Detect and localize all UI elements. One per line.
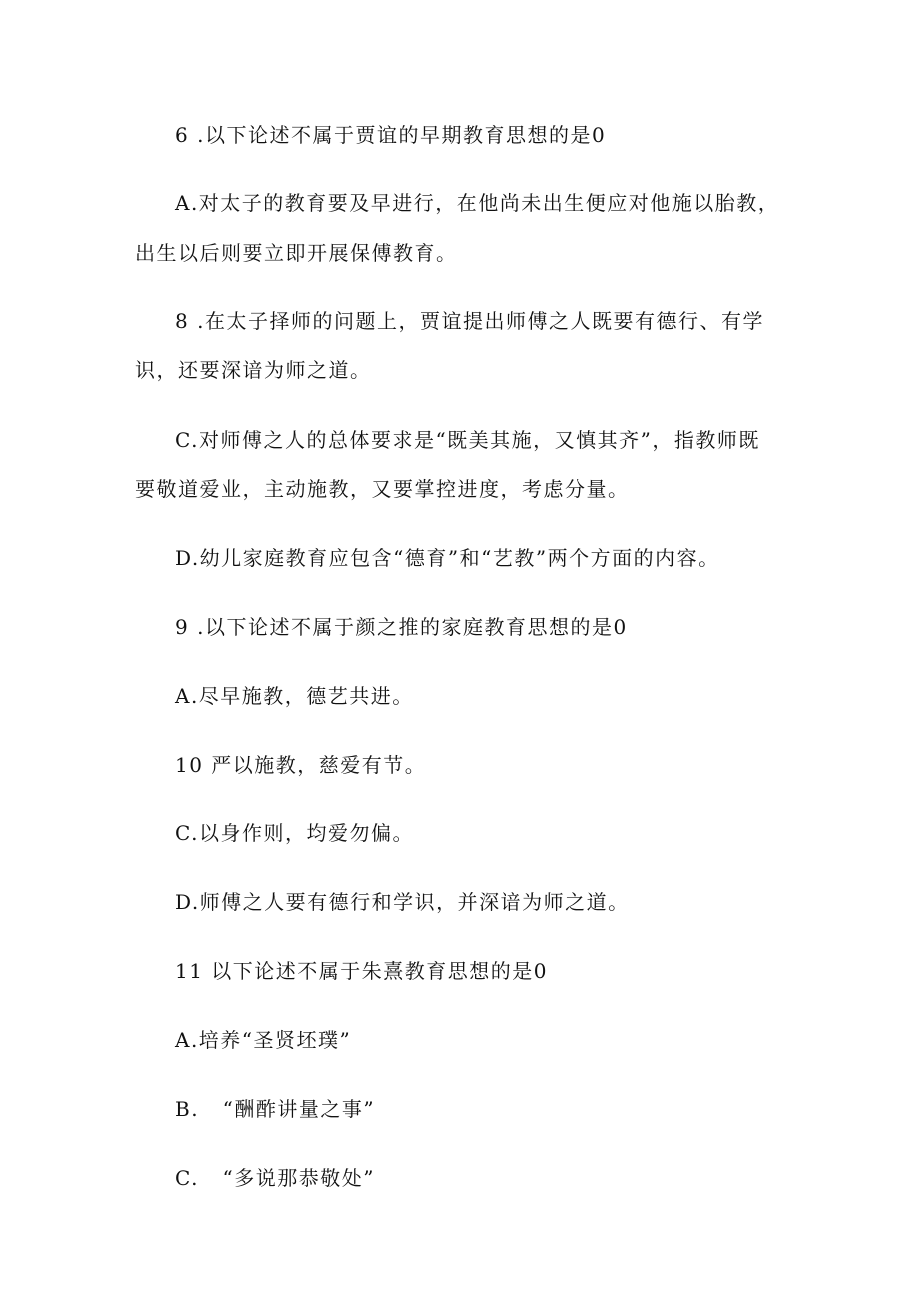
option-d: D.幼儿家庭教育应包含“德育”和“艺教”两个方面的内容。 xyxy=(175,546,720,570)
question-11: 11 以下论述不属于朱熹教育思想的是0 xyxy=(175,959,549,983)
option-c-line-2: 要敬道爱业，主动施教，又要掌控进度，考虑分量。 xyxy=(135,477,630,501)
option-b-line-2: 识，还要深谙为师之道。 xyxy=(135,358,372,382)
q9-option-d: D.师傅之人要有德行和学识，并深谙为师之道。 xyxy=(175,890,630,914)
option-b-line-1: 8 .在太子择师的问题上，贾谊提出师傅之人既要有德行、有学 xyxy=(175,309,764,333)
q9-option-c: C.以身作则，均爱勿偏。 xyxy=(175,821,414,845)
q9-option-a: A.尽早施教，德艺共进。 xyxy=(175,684,414,708)
q11-option-c: C. “多说那恭敬处” xyxy=(175,1166,375,1190)
question-6: 6 .以下论述不属于贾谊的早期教育思想的是0 xyxy=(175,123,607,147)
question-9: 9 .以下论述不属于颜之推的家庭教育思想的是0 xyxy=(175,615,628,639)
option-c-line-1: C.对师傅之人的总体要求是“既美其施，又慎其齐”，指教师既 xyxy=(175,428,760,452)
option-a-line-1: A.对太子的教育要及早进行，在他尚未出生便应对他施以胎教， xyxy=(175,191,780,215)
q11-option-a: A.培养“圣贤坯璞” xyxy=(175,1028,352,1052)
q11-option-b: B. “酬酢讲量之事” xyxy=(175,1097,376,1121)
q9-option-b: 10 严以施教，慈爱有节。 xyxy=(175,753,427,777)
option-a-line-2: 出生以后则要立即开展保傅教育。 xyxy=(135,241,458,265)
